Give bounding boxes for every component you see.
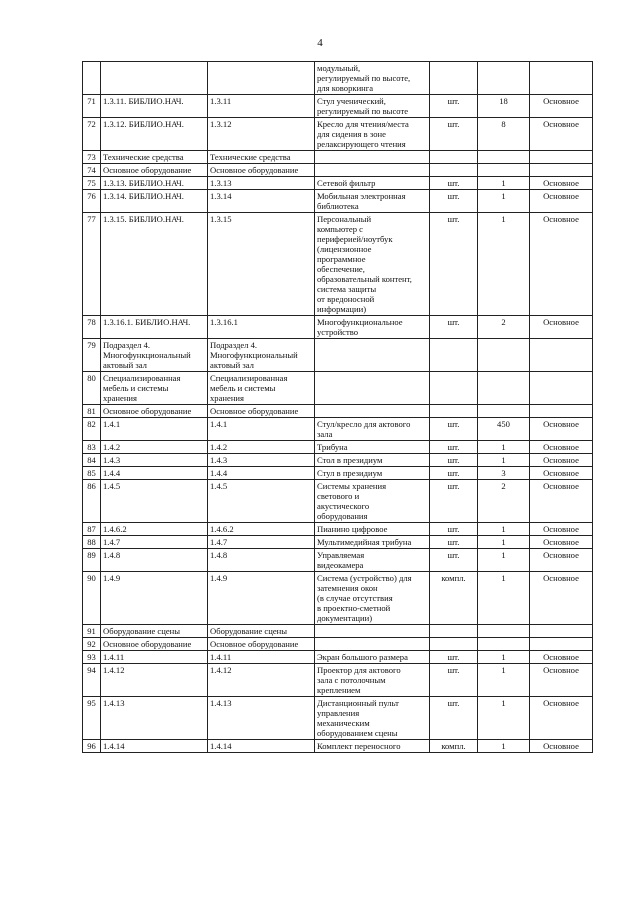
equipment-type-cell (530, 151, 593, 164)
item-short-code-cell: 1.4.13 (208, 697, 315, 740)
item-short-code-cell: 1.4.6.2 (208, 523, 315, 536)
item-name-cell: Системы хранения светового и акустического оборудования (315, 480, 430, 523)
unit-cell: компл. (430, 740, 478, 753)
item-short-code-cell: 1.3.12 (208, 118, 315, 151)
table-row (83, 62, 593, 95)
table-row (83, 405, 593, 418)
item-name-cell: Сетевой фильтр (315, 177, 430, 190)
item-name-cell: Многофункциональное устройство (315, 316, 430, 339)
row-number-cell: 87 (83, 523, 101, 536)
item-short-code-cell: Специализированная мебель и системы хранения (208, 372, 315, 405)
item-code-cell: 1.3.16.1. БИБЛИО.НАЧ. (101, 316, 208, 339)
row-number-cell: 76 (83, 190, 101, 213)
quantity-cell: 1 (478, 213, 530, 316)
item-short-code-cell: Подраздел 4. Многофункциональный актовый зал (208, 339, 315, 372)
item-name-cell: Мобильная электронная библиотека (315, 190, 430, 213)
quantity-cell: 1 (478, 177, 530, 190)
unit-cell: шт. (430, 480, 478, 523)
table-row (83, 213, 593, 316)
item-short-code-cell: 1.4.4 (208, 467, 315, 480)
unit-cell (430, 339, 478, 372)
row-number-cell: 96 (83, 740, 101, 753)
row-number-cell: 91 (83, 625, 101, 638)
quantity-cell: 1 (478, 572, 530, 625)
quantity-cell: 1 (478, 454, 530, 467)
unit-cell: компл. (430, 572, 478, 625)
quantity-cell (478, 405, 530, 418)
item-name-cell: Стул/кресло для актового зала (315, 418, 430, 441)
item-name-cell: модульный, регулируемый по высоте, для коворкинга (315, 62, 430, 95)
equipment-type-cell (530, 405, 593, 418)
unit-cell (430, 164, 478, 177)
row-number-cell: 72 (83, 118, 101, 151)
row-number-cell: 82 (83, 418, 101, 441)
equipment-type-cell: Основное (530, 118, 593, 151)
equipment-type-cell: Основное (530, 740, 593, 753)
quantity-cell: 1 (478, 664, 530, 697)
equipment-type-cell (530, 372, 593, 405)
item-name-cell: Управляемая видеокамера (315, 549, 430, 572)
equipment-type-cell (530, 164, 593, 177)
quantity-cell: 2 (478, 480, 530, 523)
quantity-cell (478, 164, 530, 177)
row-number-cell: 90 (83, 572, 101, 625)
unit-cell: шт. (430, 664, 478, 697)
item-code-cell: Основное оборудование (101, 164, 208, 177)
equipment-type-cell: Основное (530, 213, 593, 316)
unit-cell: шт. (430, 418, 478, 441)
unit-cell: шт. (430, 549, 478, 572)
item-short-code-cell: 1.4.2 (208, 441, 315, 454)
table-row (83, 454, 593, 467)
item-short-code-cell: 1.4.11 (208, 651, 315, 664)
item-code-cell: Подраздел 4. Многофункциональный актовый зал (101, 339, 208, 372)
quantity-cell: 1 (478, 536, 530, 549)
row-number-cell: 73 (83, 151, 101, 164)
table-row (83, 441, 593, 454)
table-row (83, 549, 593, 572)
table-row (83, 638, 593, 651)
item-short-code-cell: 1.3.14 (208, 190, 315, 213)
table-row (83, 164, 593, 177)
equipment-type-cell (530, 339, 593, 372)
equipment-type-cell: Основное (530, 697, 593, 740)
item-code-cell: 1.3.15. БИБЛИО.НАЧ. (101, 213, 208, 316)
equipment-type-cell: Основное (530, 480, 593, 523)
page-number: 4 (317, 37, 323, 49)
item-short-code-cell: 1.4.7 (208, 536, 315, 549)
item-name-cell (315, 625, 430, 638)
quantity-cell (478, 151, 530, 164)
table-row (83, 572, 593, 625)
unit-cell (430, 638, 478, 651)
row-number-cell: 85 (83, 467, 101, 480)
quantity-cell: 1 (478, 190, 530, 213)
table-row (83, 418, 593, 441)
item-code-cell: 1.4.13 (101, 697, 208, 740)
table-body (83, 62, 593, 753)
item-name-cell: Кресло для чтения/места для сидения в зоне релаксирующего чтения (315, 118, 430, 151)
item-short-code-cell: 1.4.14 (208, 740, 315, 753)
unit-cell: шт. (430, 95, 478, 118)
row-number-cell: 71 (83, 95, 101, 118)
table-row (83, 118, 593, 151)
quantity-cell: 450 (478, 418, 530, 441)
unit-cell: шт. (430, 118, 478, 151)
item-code-cell: Оборудование сцены (101, 625, 208, 638)
unit-cell: шт. (430, 651, 478, 664)
quantity-cell: 2 (478, 316, 530, 339)
table-row (83, 190, 593, 213)
table-row (83, 372, 593, 405)
item-name-cell: Дистанционный пульт управления механическим оборудованием сцены (315, 697, 430, 740)
row-number-cell: 74 (83, 164, 101, 177)
row-number-cell: 89 (83, 549, 101, 572)
item-name-cell: Трибуна (315, 441, 430, 454)
quantity-cell: 1 (478, 441, 530, 454)
item-short-code-cell: Основное оборудование (208, 405, 315, 418)
item-short-code-cell: 1.4.8 (208, 549, 315, 572)
item-name-cell: Пианино цифровое (315, 523, 430, 536)
row-number-cell (83, 62, 101, 95)
item-short-code-cell: Оборудование сцены (208, 625, 315, 638)
unit-cell: шт. (430, 454, 478, 467)
item-code-cell: 1.4.7 (101, 536, 208, 549)
item-code-cell: 1.4.9 (101, 572, 208, 625)
equipment-type-cell: Основное (530, 454, 593, 467)
row-number-cell: 79 (83, 339, 101, 372)
table-row (83, 480, 593, 523)
unit-cell (430, 625, 478, 638)
table-row (83, 536, 593, 549)
item-short-code-cell: 1.3.11 (208, 95, 315, 118)
unit-cell: шт. (430, 316, 478, 339)
equipment-type-cell: Основное (530, 441, 593, 454)
item-short-code-cell: Основное оборудование (208, 164, 315, 177)
item-code-cell: 1.3.13. БИБЛИО.НАЧ. (101, 177, 208, 190)
row-number-cell: 83 (83, 441, 101, 454)
item-name-cell: Мультимедийная трибуна (315, 536, 430, 549)
item-code-cell: Технические средства (101, 151, 208, 164)
row-number-cell: 80 (83, 372, 101, 405)
item-name-cell: Экран большого размера (315, 651, 430, 664)
item-code-cell: Основное оборудование (101, 405, 208, 418)
table-row (83, 697, 593, 740)
item-name-cell (315, 405, 430, 418)
equipment-type-cell: Основное (530, 651, 593, 664)
equipment-type-cell: Основное (530, 536, 593, 549)
quantity-cell: 3 (478, 467, 530, 480)
equipment-type-cell (530, 625, 593, 638)
quantity-cell: 1 (478, 740, 530, 753)
item-code-cell: 1.3.11. БИБЛИО.НАЧ. (101, 95, 208, 118)
quantity-cell (478, 638, 530, 651)
item-code-cell (101, 62, 208, 95)
table-row (83, 523, 593, 536)
quantity-cell: 1 (478, 523, 530, 536)
item-name-cell: Стул ученический, регулируемый по высоте (315, 95, 430, 118)
item-code-cell: 1.4.3 (101, 454, 208, 467)
table-row (83, 467, 593, 480)
quantity-cell: 8 (478, 118, 530, 151)
table-row (83, 625, 593, 638)
unit-cell: шт. (430, 441, 478, 454)
item-code-cell: 1.4.8 (101, 549, 208, 572)
item-short-code-cell: 1.4.5 (208, 480, 315, 523)
equipment-type-cell (530, 638, 593, 651)
item-name-cell: Комплект переносного (315, 740, 430, 753)
item-name-cell: Стул в президиум (315, 467, 430, 480)
item-code-cell: Специализированная мебель и системы хранения (101, 372, 208, 405)
unit-cell: шт. (430, 467, 478, 480)
equipment-type-cell: Основное (530, 418, 593, 441)
equipment-type-cell (530, 62, 593, 95)
row-number-cell: 94 (83, 664, 101, 697)
table-row (83, 339, 593, 372)
row-number-cell: 88 (83, 536, 101, 549)
unit-cell (430, 405, 478, 418)
item-code-cell: 1.4.14 (101, 740, 208, 753)
row-number-cell: 95 (83, 697, 101, 740)
item-short-code-cell (208, 62, 315, 95)
quantity-cell: 1 (478, 651, 530, 664)
unit-cell: шт. (430, 213, 478, 316)
row-number-cell: 92 (83, 638, 101, 651)
item-code-cell: 1.3.14. БИБЛИО.НАЧ. (101, 190, 208, 213)
item-name-cell: Проектор для актового зала с потолочным креплением (315, 664, 430, 697)
table-row (83, 651, 593, 664)
equipment-type-cell: Основное (530, 523, 593, 536)
unit-cell: шт. (430, 177, 478, 190)
item-name-cell (315, 638, 430, 651)
item-name-cell (315, 339, 430, 372)
item-code-cell: 1.4.11 (101, 651, 208, 664)
equipment-type-cell: Основное (530, 190, 593, 213)
item-short-code-cell: 1.4.12 (208, 664, 315, 697)
row-number-cell: 84 (83, 454, 101, 467)
row-number-cell: 77 (83, 213, 101, 316)
unit-cell (430, 151, 478, 164)
quantity-cell: 1 (478, 549, 530, 572)
quantity-cell (478, 372, 530, 405)
unit-cell: шт. (430, 536, 478, 549)
equipment-type-cell: Основное (530, 572, 593, 625)
item-name-cell: Персональный компьютер с периферией/ноутбук (лицензионное программное обеспечение, образовательный контент, система защиты от вредоносной информации) (315, 213, 430, 316)
item-code-cell: 1.4.4 (101, 467, 208, 480)
item-code-cell: 1.4.5 (101, 480, 208, 523)
unit-cell: шт. (430, 523, 478, 536)
table-row (83, 316, 593, 339)
quantity-cell: 1 (478, 697, 530, 740)
row-number-cell: 86 (83, 480, 101, 523)
item-short-code-cell: 1.3.16.1 (208, 316, 315, 339)
item-short-code-cell: 1.4.9 (208, 572, 315, 625)
item-code-cell: 1.4.12 (101, 664, 208, 697)
item-short-code-cell: 1.3.15 (208, 213, 315, 316)
item-name-cell (315, 372, 430, 405)
unit-cell (430, 372, 478, 405)
item-name-cell: Стол в президиум (315, 454, 430, 467)
row-number-cell: 75 (83, 177, 101, 190)
item-short-code-cell: 1.4.1 (208, 418, 315, 441)
unit-cell (430, 62, 478, 95)
quantity-cell (478, 625, 530, 638)
unit-cell: шт. (430, 697, 478, 740)
table-row (83, 151, 593, 164)
equipment-type-cell: Основное (530, 467, 593, 480)
table-row (83, 177, 593, 190)
table-row (83, 664, 593, 697)
equipment-type-cell: Основное (530, 95, 593, 118)
item-short-code-cell: 1.3.13 (208, 177, 315, 190)
item-code-cell: 1.4.6.2 (101, 523, 208, 536)
quantity-cell (478, 62, 530, 95)
item-code-cell: 1.4.1 (101, 418, 208, 441)
row-number-cell: 93 (83, 651, 101, 664)
table-row (83, 95, 593, 118)
item-code-cell: 1.4.2 (101, 441, 208, 454)
row-number-cell: 81 (83, 405, 101, 418)
item-short-code-cell: 1.4.3 (208, 454, 315, 467)
item-short-code-cell: Технические средства (208, 151, 315, 164)
equipment-type-cell: Основное (530, 316, 593, 339)
equipment-type-cell: Основное (530, 177, 593, 190)
row-number-cell: 78 (83, 316, 101, 339)
item-short-code-cell: Основное оборудование (208, 638, 315, 651)
quantity-cell: 18 (478, 95, 530, 118)
quantity-cell (478, 339, 530, 372)
equipment-type-cell: Основное (530, 549, 593, 572)
item-name-cell (315, 151, 430, 164)
equipment-type-cell: Основное (530, 664, 593, 697)
equipment-table (82, 61, 593, 753)
table-row (83, 740, 593, 753)
item-code-cell: 1.3.12. БИБЛИО.НАЧ. (101, 118, 208, 151)
item-name-cell (315, 164, 430, 177)
item-code-cell: Основное оборудование (101, 638, 208, 651)
unit-cell: шт. (430, 190, 478, 213)
item-name-cell: Система (устройство) для затемнения окон (в случае отсутствия в проектно-сметной документации) (315, 572, 430, 625)
